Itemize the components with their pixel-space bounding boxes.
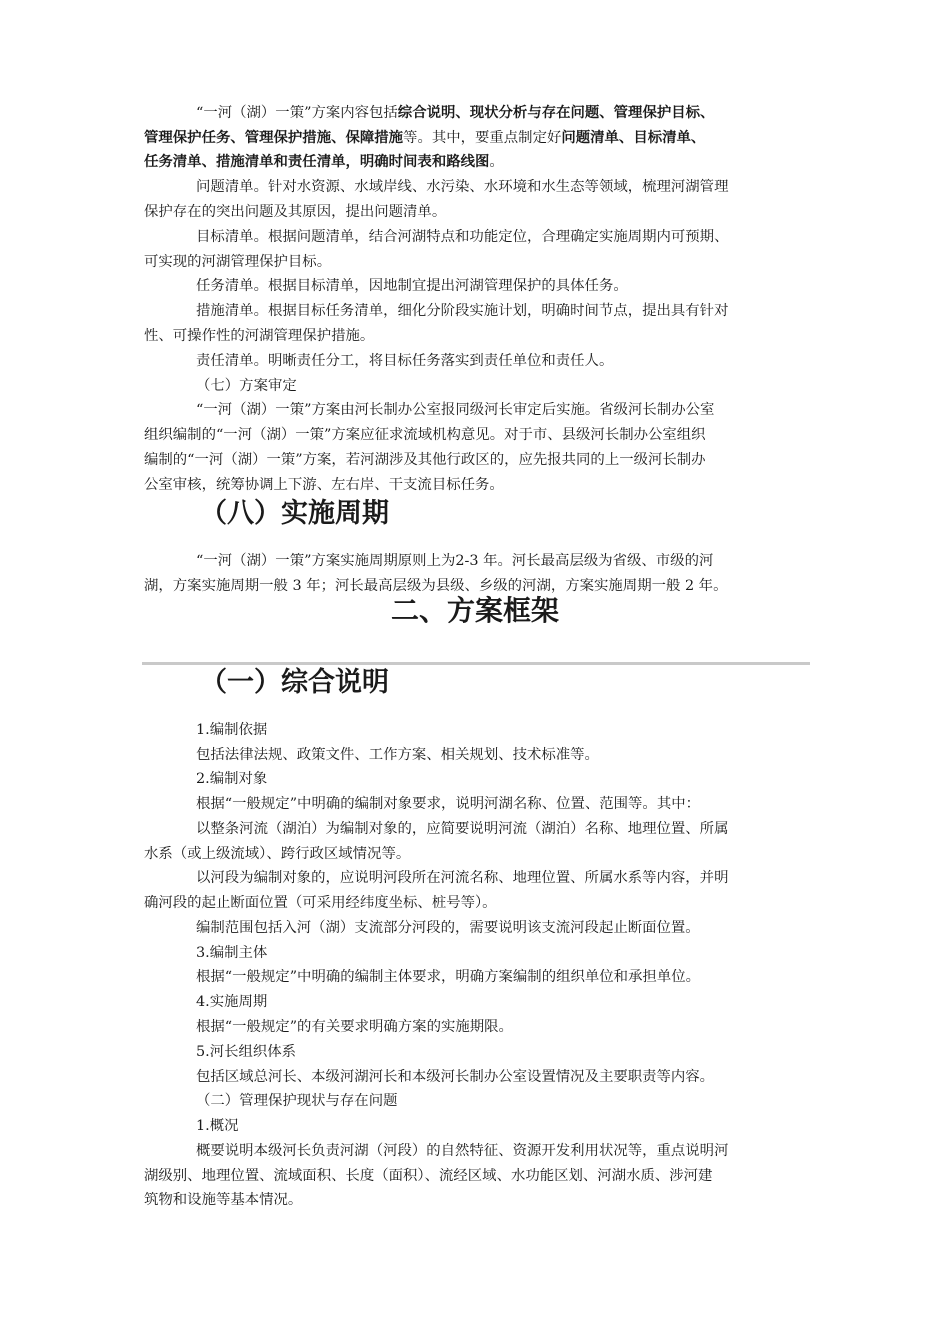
review-line-3: 编制的“一河（湖）一策”方案，若河湖涉及其他行政区的，应先报共同的上一级河长制办 [144, 452, 706, 468]
section1-item5-text: 包括区域总河长、本级河湖河长和本级河长制办公室设置情况及主要职责等内容。 [196, 1069, 715, 1085]
section1-item2a-line-1: 以整条河流（湖泊）为编制对象的，应简要说明河流（湖泊）名称、地理位置、所属 [196, 821, 729, 837]
section1-item3-title: 3.编制主体 [196, 945, 268, 961]
target-list-line-2: 可实现的河湖管理保护目标。 [144, 254, 332, 270]
section1-item2b-line-1: 以河段为编制对象的，应说明河段所在河流名称、地理位置、所属水系等内容，并明 [196, 870, 729, 886]
section1-item2-text: 根据“一般规定”中明确的编制对象要求，说明河湖名称、位置、范围等。其中： [196, 796, 700, 812]
intro-bold: 问题清单、目标清单、 [561, 130, 706, 146]
review-line-1: “一河（湖）一策”方案由河长制办公室报同级河长审定后实施。省级河长制办公室 [196, 402, 715, 418]
measure-list-line-2: 性、可操作性的河湖管理保护措施。 [144, 328, 375, 344]
intro-line-1 [196, 101, 714, 126]
duty-list: 责任清单。明晰责任分工，将目标任务落实到责任单位和责任人。 [196, 353, 614, 369]
intro-line-2 [144, 126, 705, 151]
intro-text: “一河（湖）一策”方案内容包括 [196, 105, 398, 121]
problem-list-line-1: 问题清单。针对水资源、水域岸线、水污染、水环境和水生态等领域，梳理河湖管理 [196, 179, 729, 195]
target-list-line-1: 目标清单。根据问题清单，结合河湖特点和功能定位，合理确定实施周期内可预期、 [196, 229, 729, 245]
measure-list-line-1: 措施清单。根据目标任务清单，细化分阶段实施计划，明确时间节点，提出具有针对 [196, 303, 729, 319]
intro-text: 。 [489, 154, 504, 170]
intro-text: 等。其中，要重点制定好 [403, 130, 562, 146]
section2-heading: （二）管理保护现状与存在问题 [196, 1093, 398, 1109]
section1-item1-text: 包括法律法规、政策文件、工作方案、相关规划、技术标准等。 [196, 747, 599, 763]
intro-bold: 管理保护任务、管理保护措施、保障措施 [144, 130, 404, 146]
section1-item1-title: 1.编制依据 [196, 722, 268, 738]
intro-line-3 [144, 150, 504, 175]
period-line-2: 湖，方案实施周期一般 3 年；河长最高层级为县级、乡级的河湖，方案实施周期一般 2 年。 [144, 578, 728, 594]
review-line-2: 组织编制的“一河（湖）一策”方案应征求流域机构意见。对于市、县级河长制办公室组织 [144, 427, 706, 443]
section2-item1-title: 1.概况 [196, 1118, 239, 1134]
problem-list-line-2: 保护存在的突出问题及其原因，提出问题清单。 [144, 204, 447, 220]
section1-item5-title: 5.河长组织体系 [196, 1044, 297, 1060]
task-list: 任务清单。根据目标清单，因地制宜提出河湖管理保护的具体任务。 [196, 278, 628, 294]
period-line-1: “一河（湖）一策”方案实施周期原则上为2-3 年。河长最高层级为省级、市级的河 [196, 553, 714, 569]
review-heading: （七）方案审定 [196, 378, 297, 394]
section1-item2a-line-2: 水系（或上级流域）、跨行政区域情况等。 [144, 846, 411, 862]
section1-item2-title: 2.编制对象 [196, 771, 268, 787]
period-heading: （八）实施周期 [200, 498, 389, 529]
section1-item4-text: 根据“一般规定”的有关要求明确方案的实施期限。 [196, 1019, 513, 1035]
section1-item2c: 编制范围包括入河（湖）支流部分河段的，需要说明该支流河段起止断面位置。 [196, 920, 700, 936]
section1-item4-title: 4.实施周期 [196, 994, 268, 1010]
section1-item2b-line-2: 确河段的起止断面位置（可采用经纬度坐标、桩号等）。 [144, 895, 497, 911]
section2-item1-line-3: 筑物和设施等基本情况。 [144, 1192, 303, 1208]
section2-item1-line-1: 概要说明本级河长负责河湖（河段）的自然特征、资源开发利用状况等，重点说明河 [196, 1143, 729, 1159]
review-line-4: 公室审核，统筹协调上下游、左右岸、干支流目标任务。 [144, 477, 504, 493]
section1-item3-text: 根据“一般规定”中明确的编制主体要求，明确方案编制的组织单位和承担单位。 [196, 969, 700, 985]
intro-bold: 综合说明、现状分析与存在问题、管理保护目标、 [397, 105, 715, 121]
section1-heading: （一）综合说明 [200, 667, 389, 698]
intro-bold: 任务清单、措施清单和责任清单，明确时间表和路线图 [144, 154, 490, 170]
section2-item1-line-2: 湖级别、地理位置、流域面积、长度（面积）、流经区域、水功能区划、河湖水质、涉河建 [144, 1168, 713, 1184]
chapter-title: 二、方案框架 [390, 594, 559, 627]
